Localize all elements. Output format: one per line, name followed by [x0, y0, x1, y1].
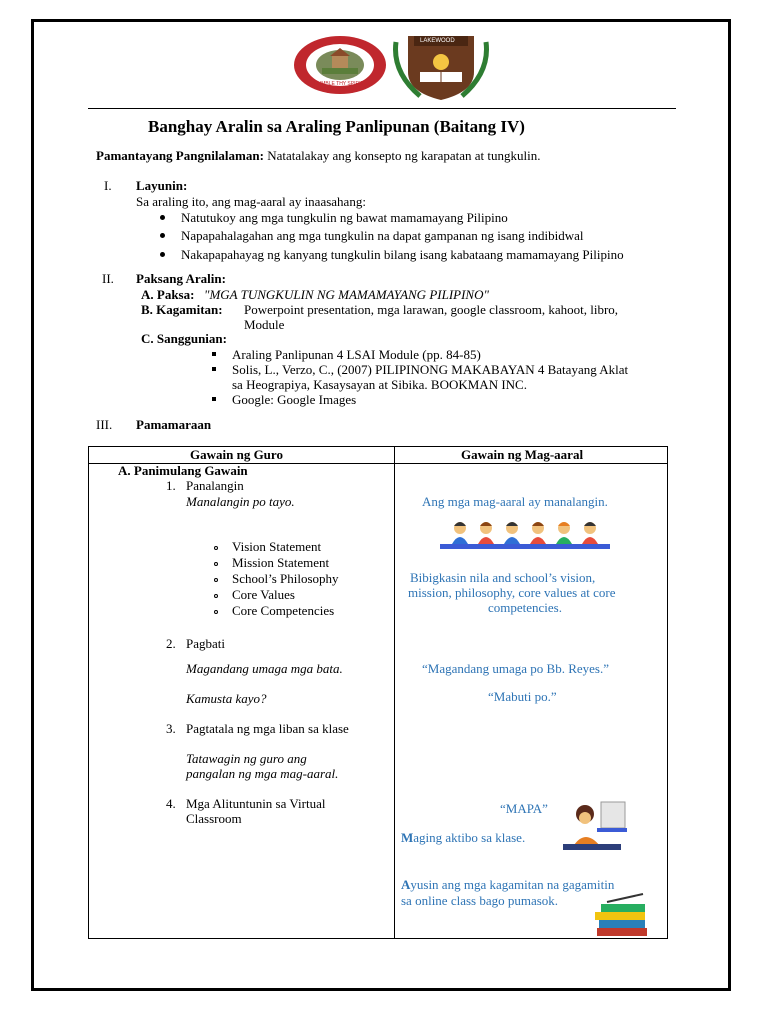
square-bullet — [212, 397, 216, 401]
section2-numeral: II. — [102, 271, 114, 286]
page-title: Banghay Aralin sa Araling Panlipunan (Baitang IV) — [148, 117, 525, 136]
bullet-dot — [160, 252, 165, 257]
section3-heading: Pamamaraan — [136, 417, 212, 432]
guidelines-item-cont: Classroom — [186, 811, 242, 826]
rule-m-text: aging aktibo sa klase. — [413, 830, 526, 845]
header-rule — [88, 108, 676, 109]
student-recite-2: mission, philosophy, core values at core — [408, 585, 616, 600]
content-standard — [96, 148, 540, 164]
student-reply: “Mabuti po.” — [488, 689, 557, 704]
student-recite-1: Bibigkasin nila and school’s vision, — [410, 570, 596, 585]
student-recite-3: competencies. — [488, 600, 562, 615]
bullet-dot — [160, 215, 165, 220]
circle-bullet — [214, 546, 218, 550]
standard-label: Pamantayang Pangnilalaman: — [96, 148, 264, 163]
student-prayer: Ang mga mag-aaral ay manalangin. — [422, 494, 608, 509]
prayer-item: Panalangin — [186, 478, 244, 493]
section1-numeral: I. — [104, 178, 112, 193]
item-number: 1. — [166, 478, 176, 493]
teacher-column-header: Gawain ng Guro — [190, 447, 283, 462]
circle-bullet — [214, 578, 218, 582]
core-values-item: Core Values — [232, 587, 295, 602]
philosophy-item: School’s Philosophy — [232, 571, 339, 586]
core-competencies-item: Core Competencies — [232, 603, 335, 618]
crest-name: LAKEWOOD — [420, 38, 455, 44]
circle-bullet — [214, 610, 218, 614]
section2-heading: Paksang Aralin: — [136, 271, 226, 286]
greeting-item: Pagbati — [186, 636, 225, 651]
section1-heading: Layunin: — [136, 178, 188, 193]
part-a-heading: A. Panimulang Gawain — [118, 463, 248, 478]
rule-a-text-cont: sa online class bago pumasok. — [401, 893, 559, 908]
objective-2: Napapahalagahan ang mga tungkulin na dapat gampanan ng isang indibidwal — [181, 228, 584, 243]
student-column-header: Gawain ng Mag-aaral — [461, 447, 584, 462]
guidelines-item: Mga Alituntunin sa Virtual — [186, 796, 326, 811]
rule-m-initial: M — [401, 830, 414, 845]
reference-2-cont: sa Heograpiya, Kasaysayan at Sibika. BOOKMAN INC. — [232, 377, 527, 392]
circle-bullet — [214, 562, 218, 566]
rule-a-text: yusin ang mga kagamitan na gagamitin — [410, 877, 615, 892]
standard-text: Natatalakay ang konsepto ng karapatan at tungkulin. — [267, 148, 541, 163]
objective-1: Natutukoy ang mga tungkulin ng bawat mamamayang Pilipino — [181, 210, 508, 225]
attendance-item: Pagtatala ng mga liban sa klase — [186, 721, 349, 736]
square-bullet — [212, 352, 216, 356]
materials-text-cont: Module — [244, 317, 285, 332]
section1-intro: Sa araling ito, ang mag-aaral ay inaasahang: — [136, 194, 366, 209]
greeting-line-2: Kamusta kayo? — [186, 691, 267, 706]
attendance-line-2: pangalan ng mga mag-aaral. — [186, 766, 339, 781]
materials-text: Powerpoint presentation, mga larawan, google classroom, kahoot, libro, — [244, 302, 619, 317]
student-greeting: “Magandang umaga po Bb. Reyes.” — [422, 661, 610, 676]
mapa-heading: “MAPA” — [500, 801, 548, 816]
item-number: 2. — [166, 636, 176, 651]
attendance-line-1: Tatawagin ng guro ang — [186, 751, 307, 766]
section3-numeral: III. — [96, 417, 113, 432]
materials-label: B. Kagamitan: — [141, 302, 223, 317]
item-number: 4. — [166, 796, 176, 811]
objective-3: Nakapapahayag ng kanyang tungkulin bilang isang kabataang mamamayang Pilipino — [181, 247, 624, 262]
reference-2: Solis, L., Verzo, C., (2007) PILIPINONG MAKABAYAN 4 Batayang Aklat — [232, 362, 629, 377]
greeting-line-1: Magandang umaga mga bata. — [186, 661, 343, 676]
bullet-dot — [160, 233, 165, 238]
prayer-instruction: Manalangin po tayo. — [186, 494, 295, 509]
seal-motto: HUMBLE THY SPIRIT — [314, 81, 364, 87]
mission-item: Mission Statement — [232, 555, 330, 570]
topic-label: A. Paksa: — [141, 287, 195, 302]
books-illustration — [593, 892, 651, 938]
topic-text: "MGA TUNGKULIN NG MAMAMAYANG PILIPINO" — [204, 287, 489, 302]
vision-item: Vision Statement — [232, 539, 322, 554]
rule-a — [401, 877, 614, 893]
reference-3: Google: Google Images — [232, 392, 357, 407]
references-label: C. Sanggunian: — [141, 331, 227, 346]
virtual-class-illustration — [563, 798, 629, 856]
rule-m — [401, 830, 525, 846]
square-bullet — [212, 367, 216, 371]
circle-bullet — [214, 594, 218, 598]
reference-1: Araling Panlipunan 4 LSAI Module (pp. 84-85) — [232, 347, 481, 362]
rule-a-initial: A — [401, 877, 411, 892]
students-illustration — [440, 518, 610, 550]
item-number: 3. — [166, 721, 176, 736]
